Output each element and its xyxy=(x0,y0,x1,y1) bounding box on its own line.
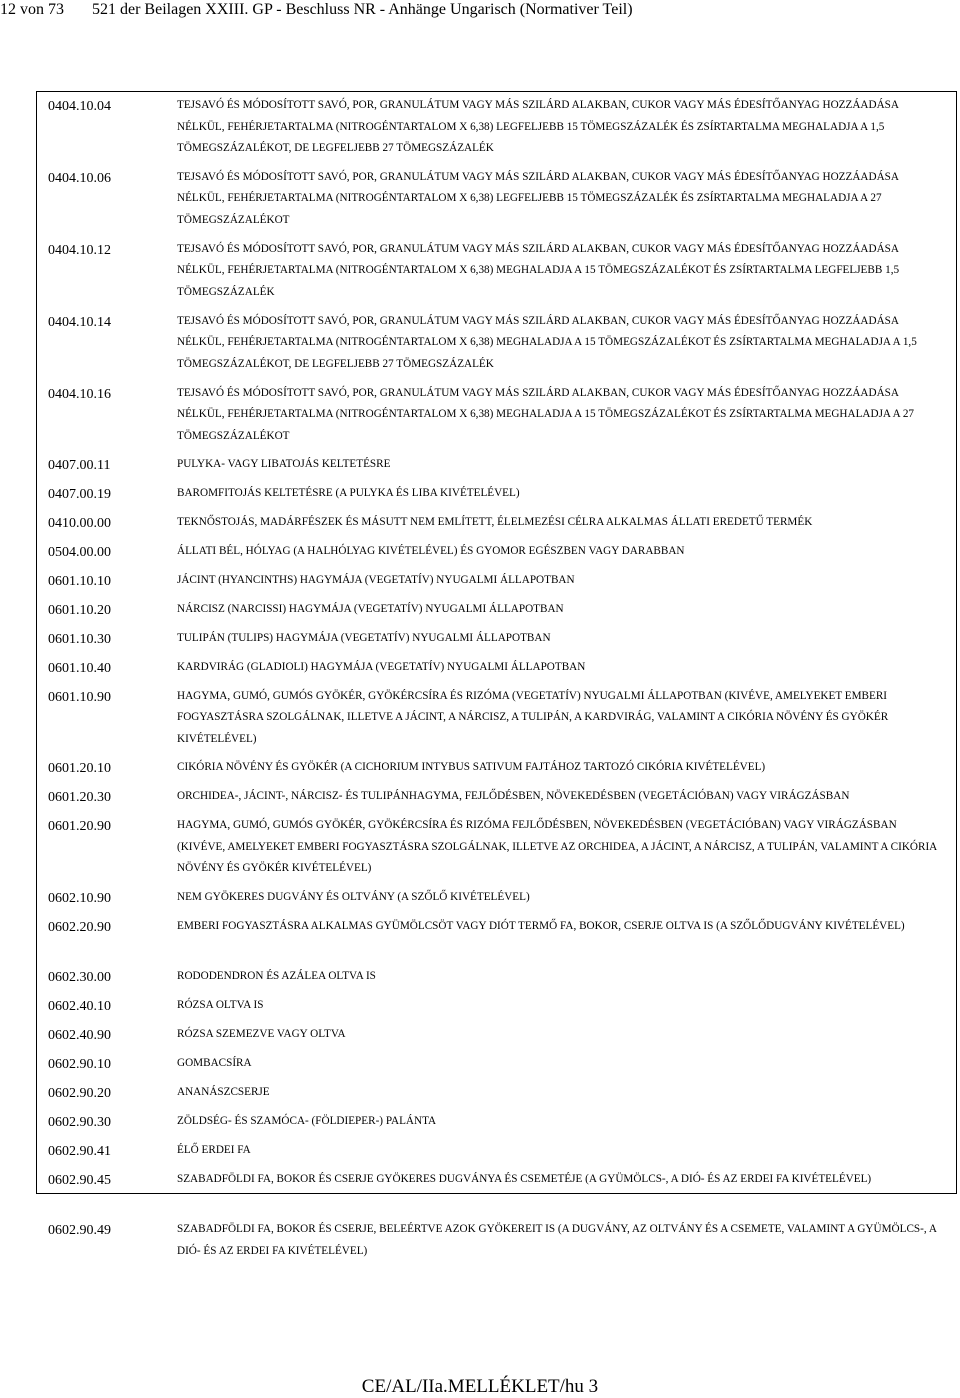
row-code: 0602.90.30 xyxy=(48,1114,111,1130)
row-description: TEJSAVÓ ÉS MÓDOSÍTOTT SAVÓ, POR, GRANULÁTUM VAGY MÁS SZILÁRD ALAKBAN, CUKOR VAGY MÁS ÉDESÍTŐANYAG HOZZÁADÁSA NÉLKÜL, FEHÉRJETARTALMA (NITROGÉNTARTALOM X 6,38) LEGFELJEBB 15 TÖMEGSZÁZALÉK ÉS ZSÍRTARTALMA MEGHALADJA A 27 TÖMEGSZÁZALÉKOT xyxy=(177,170,899,226)
row-description: CIKÓRIA NÖVÉNY ÉS GYÖKÉR (A CICHORIUM INTYBUS SATIVUM FAJTÁHOZ TARTOZÓ CIKÓRIA KIVÉTELÉVEL) xyxy=(177,761,766,774)
row-description: SZABADFÖLDI FA, BOKOR ÉS CSERJE, BELEÉRTVE AZOK GYÖKEREIT IS (A DUGVÁNY, AZ OLTVÁNY ÉS A CSEMETE, VALAMINT A GYÜMÖLCS-, A DIÓ- ÉS AZ ERDEI FA KIVÉTELÉVEL) xyxy=(177,1223,937,1257)
row-code: 0602.90.45 xyxy=(48,1172,111,1188)
row-code: 0602.90.10 xyxy=(48,1057,111,1073)
row-description: HAGYMA, GUMÓ, GUMÓS GYÖKÉR, GYÖKÉRCSÍRA ÉS RIZÓMA (VEGETATÍV) NYUGALMI ÁLLAPOTBAN (KIVÉVE, AMELYEKET EMBERI FOGYASZTÁSRA SZOLGÁLNAK, ILLETVE A JÁCINT, A NÁRCISZ, A TULIPÁN, A KARDVIRÁG, VALAMINT A CIKÓRIA NÖVÉNY ÉS GYÖKÉR KIVÉTELÉVEL) xyxy=(177,689,889,745)
row-code: 0602.40.10 xyxy=(48,999,111,1015)
table-row xyxy=(37,815,956,880)
table-row xyxy=(37,887,956,909)
table-row xyxy=(37,995,956,1017)
table-row xyxy=(37,512,956,534)
row-description: NEM GYÖKERES DUGVÁNY ÉS OLTVÁNY (A SZŐLŐ KIVÉTELÉVEL) xyxy=(177,891,530,904)
row-code: 0404.10.12 xyxy=(48,242,111,258)
row-description: TEJSAVÓ ÉS MÓDOSÍTOTT SAVÓ, POR, GRANULÁTUM VAGY MÁS SZILÁRD ALAKBAN, CUKOR VAGY MÁS ÉDESÍTŐANYAG HOZZÁADÁSA NÉLKÜL, FEHÉRJETARTALMA (NITROGÉNTARTALOM X 6,38) MEGHALADJA A 15 TÖMEGSZÁZALÉKOT ÉS ZSÍRTARTALMA MEGHALADJA A 27 TÖMEGSZÁZALÉKOT xyxy=(177,386,915,442)
row-description: ZÖLDSÉG- ÉS SZAMÓCA- (FÖLDIEPER-) PALÁNTA xyxy=(177,1114,437,1127)
row-description: JÁCINT (HYANCINTHS) HAGYMÁJA (VEGETATÍV) NYUGALMI ÁLLAPOTBAN xyxy=(177,574,575,587)
table-row xyxy=(37,454,956,476)
table-row xyxy=(37,570,956,592)
row-description: TEJSAVÓ ÉS MÓDOSÍTOTT SAVÓ, POR, GRANULÁTUM VAGY MÁS SZILÁRD ALAKBAN, CUKOR VAGY MÁS ÉDESÍTŐANYAG HOZZÁADÁSA NÉLKÜL, FEHÉRJETARTALMA (NITROGÉNTARTALOM X 6,38) MEGHALADJA A 15 TÖMEGSZÁZALÉKOT ÉS ZSÍRTARTALMA MEGHALADJA A 1,5 TÖMEGSZÁZALÉKOT, DE LEGFELJEBB 27 TÖMEGSZÁZALÉK xyxy=(177,314,917,370)
row-description: GOMBACSÍRA xyxy=(177,1057,252,1070)
row-code: 0602.90.20 xyxy=(48,1085,111,1101)
row-description: EMBERI FOGYASZTÁSRA ALKALMAS GYÜMÖLCSÖT VAGY DIÓT TERMŐ FA, BOKOR, CSERJE OLTVA IS (A SZŐLŐDUGVÁNY KIVÉTELÉVEL) xyxy=(177,920,905,933)
row-code: 0601.10.30 xyxy=(48,631,111,647)
row-code: 0602.10.90 xyxy=(48,891,111,907)
table-row xyxy=(37,95,956,160)
table-row xyxy=(37,686,956,751)
row-code: 0404.10.14 xyxy=(48,314,111,330)
row-description: TULIPÁN (TULIPS) HAGYMÁJA (VEGETATÍV) NYUGALMI ÁLLAPOTBAN xyxy=(177,631,551,644)
document-title: 521 der Beilagen XXIII. GP - Beschluss NR - Anhänge Ungarisch (Normativer Teil) xyxy=(92,1,633,18)
row-description: NÁRCISZ (NARCISSI) HAGYMÁJA (VEGETATÍV) NYUGALMI ÁLLAPOTBAN xyxy=(177,602,564,615)
table-row xyxy=(37,599,956,621)
row-description: TEJSAVÓ ÉS MÓDOSÍTOTT SAVÓ, POR, GRANULÁTUM VAGY MÁS SZILÁRD ALAKBAN, CUKOR VAGY MÁS ÉDESÍTŐANYAG HOZZÁADÁSA NÉLKÜL, FEHÉRJETARTALMA (NITROGÉNTARTALOM X 6,38) LEGFELJEBB 15 TÖMEGSZÁZALÉK ÉS ZSÍRTARTALMA MEGHALADJA A 1,5 TÖMEGSZÁZALÉKOT, DE LEGFELJEBB 27 TÖMEGSZÁZALÉK xyxy=(177,99,899,154)
page-header xyxy=(0,0,960,22)
table-row xyxy=(37,1082,956,1104)
row-code: 0601.20.10 xyxy=(48,761,111,777)
table-row xyxy=(37,966,956,988)
table-row xyxy=(37,786,956,808)
table-row xyxy=(37,483,956,505)
table-row xyxy=(37,757,956,779)
row-code: 0410.00.00 xyxy=(48,516,111,532)
row-code: 0601.10.90 xyxy=(48,689,111,705)
table-row xyxy=(37,239,956,304)
page-number: 12 von 73 xyxy=(0,1,64,18)
table-row xyxy=(37,1111,956,1133)
page-footer: CE/AL/IIa.MELLÉKLET/hu 3 xyxy=(361,1376,599,1397)
row-description: ANANÁSZCSERJE xyxy=(177,1085,270,1098)
row-code: 0601.10.20 xyxy=(48,602,111,618)
table-row xyxy=(37,916,956,959)
table-row xyxy=(37,1219,956,1262)
table-row xyxy=(37,628,956,650)
row-code: 0407.00.11 xyxy=(48,458,111,474)
row-code: 0601.10.10 xyxy=(48,574,111,590)
row-code: 0601.10.40 xyxy=(48,660,111,676)
row-description: KARDVIRÁG (GLADIOLI) HAGYMÁJA (VEGETATÍV) NYUGALMI ÁLLAPOTBAN xyxy=(177,660,586,673)
row-code: 0404.10.04 xyxy=(48,99,111,114)
table-row xyxy=(37,383,956,448)
tariff-table xyxy=(36,91,957,1257)
table-row xyxy=(37,311,956,376)
row-code: 0602.20.90 xyxy=(48,920,111,936)
table-row xyxy=(37,541,956,563)
row-description: HAGYMA, GUMÓ, GUMÓS GYÖKÉR, GYÖKÉRCSÍRA ÉS RIZÓMA FEJLŐDÉSBEN, NÖVEKEDÉSBEN (VEGETÁCIÓBAN) VAGY VIRÁGZÁSBAN (KIVÉVE, AMELYEKET EMBERI FOGYASZTÁSRA SZOLGÁLNAK, ILLETVE AZ ORCHIDEA, A JÁCINT, A NÁRCISZ, A TULIPÁN, VALAMINT A CIKÓRIA NÖVÉNY ÉS GYÖKÉR KIVÉTELÉVEL) xyxy=(177,819,937,875)
row-code: 0602.90.49 xyxy=(48,1223,111,1239)
row-description: ORCHIDEA-, JÁCINT-, NÁRCISZ- ÉS TULIPÁNHAGYMA, FEJLŐDÉSBEN, NÖVEKEDÉSBEN (VEGETÁCIÓBAN) VAGY VIRÁGZÁSBAN xyxy=(177,790,850,803)
row-code: 0504.00.00 xyxy=(48,545,111,561)
row-description: RODODENDRON ÉS AZÁLEA OLTVA IS xyxy=(177,970,376,983)
row-description: PULYKA- VAGY LIBATOJÁS KELTETÉSRE xyxy=(177,458,391,471)
row-description: RÓZSA OLTVA IS xyxy=(177,999,264,1012)
table-row xyxy=(37,657,956,679)
table-row xyxy=(37,1140,956,1162)
row-code: 0407.00.19 xyxy=(48,487,111,503)
row-code: 0602.40.90 xyxy=(48,1028,111,1044)
row-code: 0602.90.41 xyxy=(48,1143,111,1159)
table-row xyxy=(37,1053,956,1075)
row-code: 0601.20.90 xyxy=(48,819,111,835)
table-row xyxy=(37,1169,956,1212)
row-code: 0601.20.30 xyxy=(48,790,111,806)
row-description: RÓZSA SZEMEZVE VAGY OLTVA xyxy=(177,1028,346,1041)
row-description: TEJSAVÓ ÉS MÓDOSÍTOTT SAVÓ, POR, GRANULÁTUM VAGY MÁS SZILÁRD ALAKBAN, CUKOR VAGY MÁS ÉDESÍTŐANYAG HOZZÁADÁSA NÉLKÜL, FEHÉRJETARTALMA (NITROGÉNTARTALOM X 6,38) MEGHALADJA A 15 TÖMEGSZÁZALÉKOT ÉS ZSÍRTARTALMA LEGFELJEBB 1,5 TÖMEGSZÁZALÉK xyxy=(177,242,900,298)
row-code: 0404.10.06 xyxy=(48,170,111,186)
table-row xyxy=(37,167,956,232)
row-description: TEKNŐSTOJÁS, MADÁRFÉSZEK ÉS MÁSUTT NEM EMLÍTETT, ÉLELMEZÉSI CÉLRA ALKALMAS ÁLLATI EREDETŰ TERMÉK xyxy=(177,516,813,529)
row-code: 0404.10.16 xyxy=(48,386,111,402)
row-description: SZABADFÖLDI FA, BOKOR ÉS CSERJE GYÖKERES DUGVÁNYA ÉS CSEMETÉJE (A GYÜMÖLCS-, A DIÓ- ÉS AZ ERDEI FA KIVÉTELÉVEL) xyxy=(177,1172,872,1185)
row-description: ÉLŐ ERDEI FA xyxy=(177,1143,251,1156)
row-description: ÁLLATI BÉL, HÓLYAG (A HALHÓLYAG KIVÉTELÉVEL) ÉS GYOMOR EGÉSZBEN VAGY DARABBAN xyxy=(177,545,685,558)
table-row xyxy=(37,1024,956,1046)
row-description: BAROMFITOJÁS KELTETÉSRE (A PULYKA ÉS LIBA KIVÉTELÉVEL) xyxy=(177,487,520,500)
row-code: 0602.30.00 xyxy=(48,970,111,986)
